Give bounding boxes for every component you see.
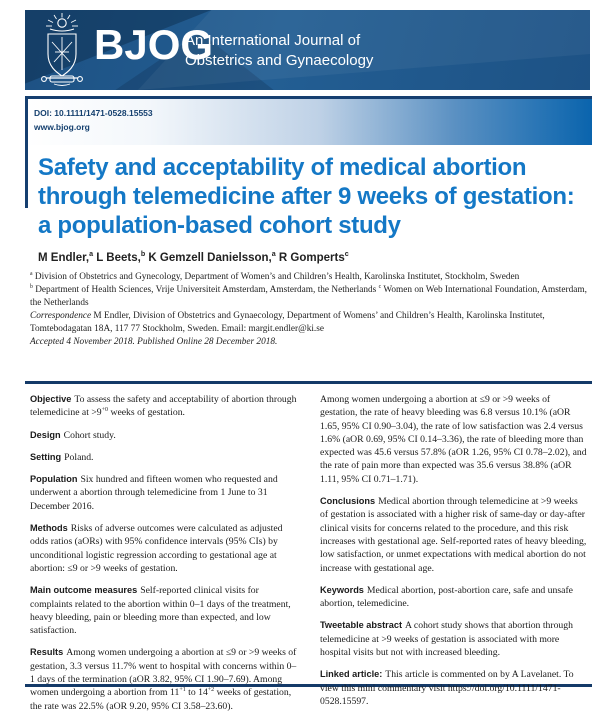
correspondence-label: Correspondence (30, 311, 92, 322)
abstract-paragraph-design (30, 429, 297, 442)
journal-subtitle (185, 31, 373, 71)
abstract-paragraph-population (30, 473, 297, 513)
abstract-text: Among women undergoing a abortion at ≤9 or >9 weeks of gestation, 3.3 versus 11.7% went to hospital with concerns within 0–1 days of the termination (aOR 3.82, 95% CI 1.90–7.69). Among women undergoing a abortion from $11^{+1}$ to $14^{+2}$ weeks of gestation, the rate was 22.5% (aOR 9.20, 95% CI 3.58–23.60). (30, 647, 297, 712)
abstract-label: Main outcome measures (30, 585, 138, 596)
abstract-right-column (320, 384, 592, 707)
abstract-paragraph-results (30, 646, 297, 712)
doi-block (34, 106, 153, 134)
article-title-line2: through telemedicine after 9 weeks of gestation: (38, 183, 575, 210)
journal-logo-text: BJOG (94, 21, 214, 68)
abstract-label: Population (30, 474, 78, 485)
abstract-label: Conclusions (320, 496, 376, 507)
abstract-text: This article is commented on by A Lavelanet. To view this mini commentary visit (320, 669, 574, 694)
affiliation-b-c: $^b$ Department of Health Sciences, Vrije Universiteit Amsterdam, Amsterdam, the Netherlands $^c$ Women on Web International Foundation, Amsterdam, the Netherlands (30, 283, 587, 308)
correspondence-email-link[interactable]: margit.endler@ki.se (248, 324, 324, 335)
abstract-text: Medical abortion through telemedicine at >9 weeks of gestation is associated with a higher risk of same-day or day-after clinical visits for concerns related to the procedure, and this risk increases with gestational age. Self-reported rates of heavy bleeding, low satisfaction, or unmet expectations with medical abortion do not increase with gestational age. (320, 496, 587, 574)
abstract-paragraph-tweetable (320, 619, 587, 659)
abstract-label: Keywords (320, 584, 364, 595)
abstract-label: Methods (30, 523, 68, 534)
abstract-paragraph-linked-article (320, 668, 587, 708)
doi-value: DOI: 10.1111/1471-0528.15553 (34, 108, 153, 118)
abstract-text: Medical abortion, post-abortion care, safe and unsafe abortion, telemedicine. (320, 584, 573, 610)
abstract-text: Six hundred and fifteen women who requested and underwent a abortion through telemedicine from 1 June to 31 December 2016. (30, 474, 278, 512)
abstract-text: Self-reported clinical visits for complaints related to the abortion within 0–1 days of the treatment, heavy bleeding, pain or bleeding more than expected, and low satisfaction. (30, 585, 291, 637)
article-title-line1: Safety and acceptability of medical abortion (38, 154, 527, 181)
abstract-paragraph-main-outcome-measures (30, 584, 297, 637)
abstract-text: Poland. (64, 451, 94, 463)
abstract-section (25, 381, 592, 712)
doi-bar (25, 96, 592, 145)
article-title (38, 153, 596, 240)
author-list: M Endler,$^a$ L Beets,$^b$ K Gemzell Danielsson,$^a$ R Gomperts$^c$ (38, 250, 349, 264)
rcog-crest-icon (34, 12, 90, 89)
abstract-label: Results (30, 647, 64, 658)
abstract-text: Cohort study. (63, 429, 116, 441)
front-matter (30, 271, 590, 349)
correspondence (30, 310, 590, 336)
abstract-paragraph-results-continued (320, 393, 587, 486)
linked-article-doi-link[interactable]: https://doi.org/10.1111/1471-0528.15597. (320, 682, 561, 707)
abstract-paragraph-setting (30, 451, 297, 464)
abstract-text: Among women undergoing a abortion at ≤9 or >9 weeks of gestation, the rate of heavy bleeding was 6.8 versus 10.1% (aOR 1.65, 95% CI 0.90–3.04), the rate of low satisfaction was 2.4 versus 1.6% (aOR 0.69, 95% CI 0.14–3.36), the rate of bleeding more than expected was 45.6 versus 57.8% (aOR 1.26, 95% CI 0.78–2.02), and the rate of pain more than expected was 35.6 versus 38.8% (aOR 1.11, 95% CI 0.71–1.71). (320, 394, 587, 485)
abstract-paragraph-keywords (320, 584, 587, 611)
abstract-label: Linked article: (320, 669, 383, 680)
abstract-label: Design (30, 429, 61, 440)
journal-subtitle-line1: An International Journal of (185, 32, 361, 49)
abstract-text: Risks of adverse outcomes were calculated as adjusted odds ratios (aORs) with 95% confidence intervals (95% CIs) by unconditional logistic regression according to gestational age at abortion: ≤9 or >9 weeks of gestation. (30, 523, 283, 574)
journal-subtitle-line2: Obstetrics and Gynaecology (185, 52, 374, 69)
correspondence-text: M Endler, Division of Obstetrics and Gynaecology, Department of Womens’ and Children’s Health, Karolinska Institutet, Tomtebodagatan 18A, 117 77 Stockholm, Sweden. Email: (30, 311, 545, 335)
abstract-paragraph-methods (30, 522, 297, 575)
abstract-text: A cohort study shows that abortion through telemedicine at >9 weeks of gestation is associated with more hospital visits but not with increased bleeding. (320, 620, 573, 659)
abstract-label: Tweetable abstract (320, 620, 403, 631)
article-title-line3: a population-based cohort study (38, 212, 401, 239)
affiliation-a: $^a$ Division of Obstetrics and Gynecology, Department of Women’s and Children’s Health, Karolinska Institutet, Stockholm, Sweden (30, 270, 520, 282)
abstract-label: Objective (30, 394, 72, 404)
abstract-paragraph-objective (30, 393, 297, 420)
journal-website-link[interactable]: www.bjog.org (34, 122, 90, 132)
abstract-left-column (25, 384, 297, 712)
abstract-text: To assess the safety and acceptability of abortion through telemedicine at $>9^{+0}$ weeks of gestation. (30, 394, 297, 419)
abstract-label: Setting (30, 451, 62, 462)
left-accent-rule (25, 96, 28, 208)
abstract-paragraph-conclusions (320, 495, 587, 575)
journal-banner (25, 10, 590, 90)
accepted-published-dates: Accepted 4 November 2018. Published Online 28 December 2018. (30, 336, 278, 347)
